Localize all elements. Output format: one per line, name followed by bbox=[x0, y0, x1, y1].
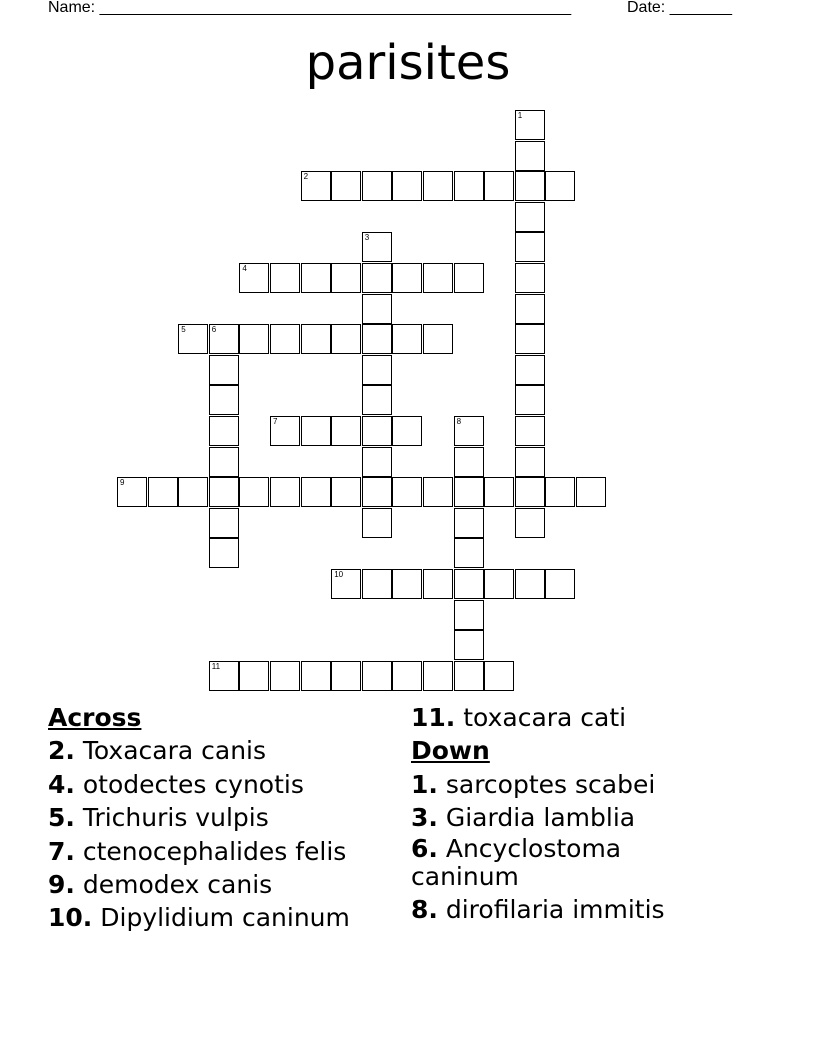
crossword-cell[interactable] bbox=[362, 171, 392, 201]
crossword-cell[interactable] bbox=[515, 324, 545, 354]
crossword-cell[interactable] bbox=[454, 661, 484, 691]
crossword-cell[interactable] bbox=[392, 477, 422, 507]
crossword-cell[interactable] bbox=[454, 630, 484, 660]
crossword-cell[interactable] bbox=[454, 447, 484, 477]
across-clue: 4. otodectes cynotis bbox=[48, 769, 304, 799]
down-clue: 3. Giardia lamblia bbox=[411, 803, 636, 833]
down-heading: Down bbox=[411, 736, 490, 766]
crossword-cell[interactable] bbox=[209, 355, 239, 385]
crossword-cell[interactable] bbox=[362, 477, 392, 507]
crossword-cell[interactable] bbox=[392, 569, 422, 599]
crossword-cell[interactable] bbox=[362, 232, 392, 262]
cell-number: 7 bbox=[273, 417, 278, 426]
crossword-cell[interactable] bbox=[239, 324, 269, 354]
cell-number: 4 bbox=[242, 264, 247, 273]
crossword-cell[interactable] bbox=[148, 477, 178, 507]
across-clue: 9. demodex canis bbox=[48, 870, 273, 900]
crossword-cell[interactable] bbox=[301, 477, 331, 507]
crossword-cell[interactable] bbox=[423, 661, 453, 691]
crossword-cell[interactable] bbox=[362, 661, 392, 691]
crossword-cell[interactable] bbox=[515, 416, 545, 446]
crossword-cell[interactable] bbox=[515, 508, 545, 538]
crossword-cell[interactable] bbox=[423, 324, 453, 354]
crossword-cell[interactable] bbox=[484, 477, 514, 507]
crossword-cell[interactable] bbox=[301, 416, 331, 446]
crossword-cell[interactable] bbox=[362, 294, 392, 324]
crossword-cell[interactable] bbox=[209, 661, 239, 691]
crossword-cell[interactable] bbox=[301, 171, 331, 201]
crossword-cell[interactable] bbox=[117, 477, 147, 507]
clues-right-column bbox=[411, 701, 691, 926]
name-field[interactable]: Name: _____________________________________________________ bbox=[48, 0, 572, 16]
crossword-cell[interactable] bbox=[392, 171, 422, 201]
crossword-cell[interactable] bbox=[239, 477, 269, 507]
crossword-cell[interactable] bbox=[454, 263, 484, 293]
down-clue: 8. dirofilaria immitis bbox=[411, 894, 665, 924]
crossword-cell[interactable] bbox=[515, 569, 545, 599]
crossword-cell[interactable] bbox=[484, 569, 514, 599]
crossword-cell[interactable] bbox=[270, 416, 300, 446]
across-clue: 10. Dipylidium caninum bbox=[48, 903, 350, 933]
crossword-cell[interactable] bbox=[454, 538, 484, 568]
down-clue: 1. sarcoptes scabei bbox=[411, 769, 656, 799]
crossword-cell[interactable] bbox=[270, 477, 300, 507]
cell-number: 9 bbox=[120, 478, 125, 488]
crossword-cell[interactable] bbox=[454, 569, 484, 599]
crossword-cell[interactable] bbox=[209, 324, 239, 354]
cell-number: 2 bbox=[303, 172, 309, 182]
crossword-cell[interactable] bbox=[362, 263, 392, 293]
crossword-cell[interactable] bbox=[331, 661, 361, 691]
crossword-cell[interactable] bbox=[454, 600, 484, 630]
crossword-cell[interactable] bbox=[515, 202, 545, 232]
crossword-cell[interactable] bbox=[362, 508, 392, 538]
crossword-cell[interactable] bbox=[454, 416, 484, 446]
cell-number: 6 bbox=[211, 325, 217, 335]
crossword-cell[interactable] bbox=[209, 508, 239, 538]
crossword-cell[interactable] bbox=[515, 232, 545, 262]
crossword-cell[interactable] bbox=[239, 263, 269, 293]
crossword-cell[interactable] bbox=[515, 447, 545, 477]
page-title: parisites bbox=[305, 35, 511, 91]
crossword-cell[interactable] bbox=[178, 324, 208, 354]
crossword-cell[interactable] bbox=[515, 171, 545, 201]
cell-number: 10 bbox=[334, 570, 344, 579]
crossword-cell[interactable] bbox=[515, 385, 545, 415]
crossword-cell[interactable] bbox=[515, 141, 545, 171]
crossword-cell[interactable] bbox=[515, 294, 545, 324]
crossword-cell[interactable] bbox=[209, 416, 239, 446]
crossword-cell[interactable] bbox=[392, 324, 422, 354]
crossword-cell[interactable] bbox=[423, 477, 453, 507]
crossword-cell[interactable] bbox=[331, 324, 361, 354]
crossword-cell[interactable] bbox=[362, 569, 392, 599]
cell-number: 11 bbox=[211, 661, 221, 671]
across-clue: 2. Toxacara canis bbox=[48, 736, 267, 766]
crossword-cell[interactable] bbox=[270, 661, 300, 691]
across-heading: Across bbox=[48, 703, 142, 732]
crossword-cell[interactable] bbox=[392, 661, 422, 691]
crossword-cell[interactable] bbox=[362, 416, 392, 446]
crossword-cell[interactable] bbox=[362, 385, 392, 415]
crossword-cell[interactable] bbox=[331, 171, 361, 201]
crossword-cell[interactable] bbox=[392, 263, 422, 293]
crossword-cell[interactable] bbox=[270, 263, 300, 293]
across-clue: 7. ctenocephalides felis bbox=[48, 836, 347, 866]
crossword-cell[interactable] bbox=[515, 110, 545, 140]
crossword-cell[interactable] bbox=[209, 538, 239, 568]
crossword-cell[interactable] bbox=[423, 569, 453, 599]
crossword-cell[interactable] bbox=[331, 477, 361, 507]
crossword-cell[interactable] bbox=[576, 477, 606, 507]
crossword-cell[interactable] bbox=[301, 263, 331, 293]
crossword-cell[interactable] bbox=[484, 661, 514, 691]
crossword-cell[interactable] bbox=[301, 324, 331, 354]
crossword-cell[interactable] bbox=[209, 385, 239, 415]
crossword-cell[interactable] bbox=[270, 324, 300, 354]
crossword-cell[interactable] bbox=[331, 416, 361, 446]
crossword-cell[interactable] bbox=[209, 477, 239, 507]
crossword-cell[interactable] bbox=[209, 447, 239, 477]
cell-number: 8 bbox=[456, 417, 462, 426]
date-field[interactable]: Date: _______ bbox=[627, 0, 732, 16]
crossword-cell[interactable] bbox=[454, 171, 484, 201]
cell-number: 3 bbox=[364, 233, 370, 243]
crossword-cell[interactable] bbox=[454, 508, 484, 538]
crossword-cell[interactable] bbox=[301, 661, 331, 691]
cell-number: 5 bbox=[181, 325, 186, 335]
crossword-cell[interactable] bbox=[545, 477, 575, 507]
crossword-cell[interactable] bbox=[484, 171, 514, 201]
crossword-cell[interactable] bbox=[515, 477, 545, 507]
crossword-cell[interactable] bbox=[178, 477, 208, 507]
clues-left-column bbox=[48, 701, 393, 935]
crossword-cell[interactable] bbox=[545, 569, 575, 599]
crossword-cell[interactable] bbox=[362, 324, 392, 354]
across-clue: 11. toxacara cati bbox=[411, 703, 627, 732]
crossword-cell[interactable] bbox=[392, 416, 422, 446]
crossword-cell[interactable] bbox=[331, 569, 361, 599]
across-clue: 5. Trichuris vulpis bbox=[48, 803, 269, 833]
crossword-cell[interactable] bbox=[362, 355, 392, 385]
crossword-cell[interactable] bbox=[362, 447, 392, 477]
crossword-cell[interactable] bbox=[423, 263, 453, 293]
down-clue: 6. Ancyclostoma caninum bbox=[411, 833, 622, 891]
crossword-cell[interactable] bbox=[331, 263, 361, 293]
crossword-cell[interactable] bbox=[454, 477, 484, 507]
crossword-cell[interactable] bbox=[545, 171, 575, 201]
crossword-cell[interactable] bbox=[515, 263, 545, 293]
crossword-cell[interactable] bbox=[239, 661, 269, 691]
cell-number: 1 bbox=[517, 111, 523, 120]
crossword-cell[interactable] bbox=[515, 355, 545, 385]
crossword-cell[interactable] bbox=[423, 171, 453, 201]
